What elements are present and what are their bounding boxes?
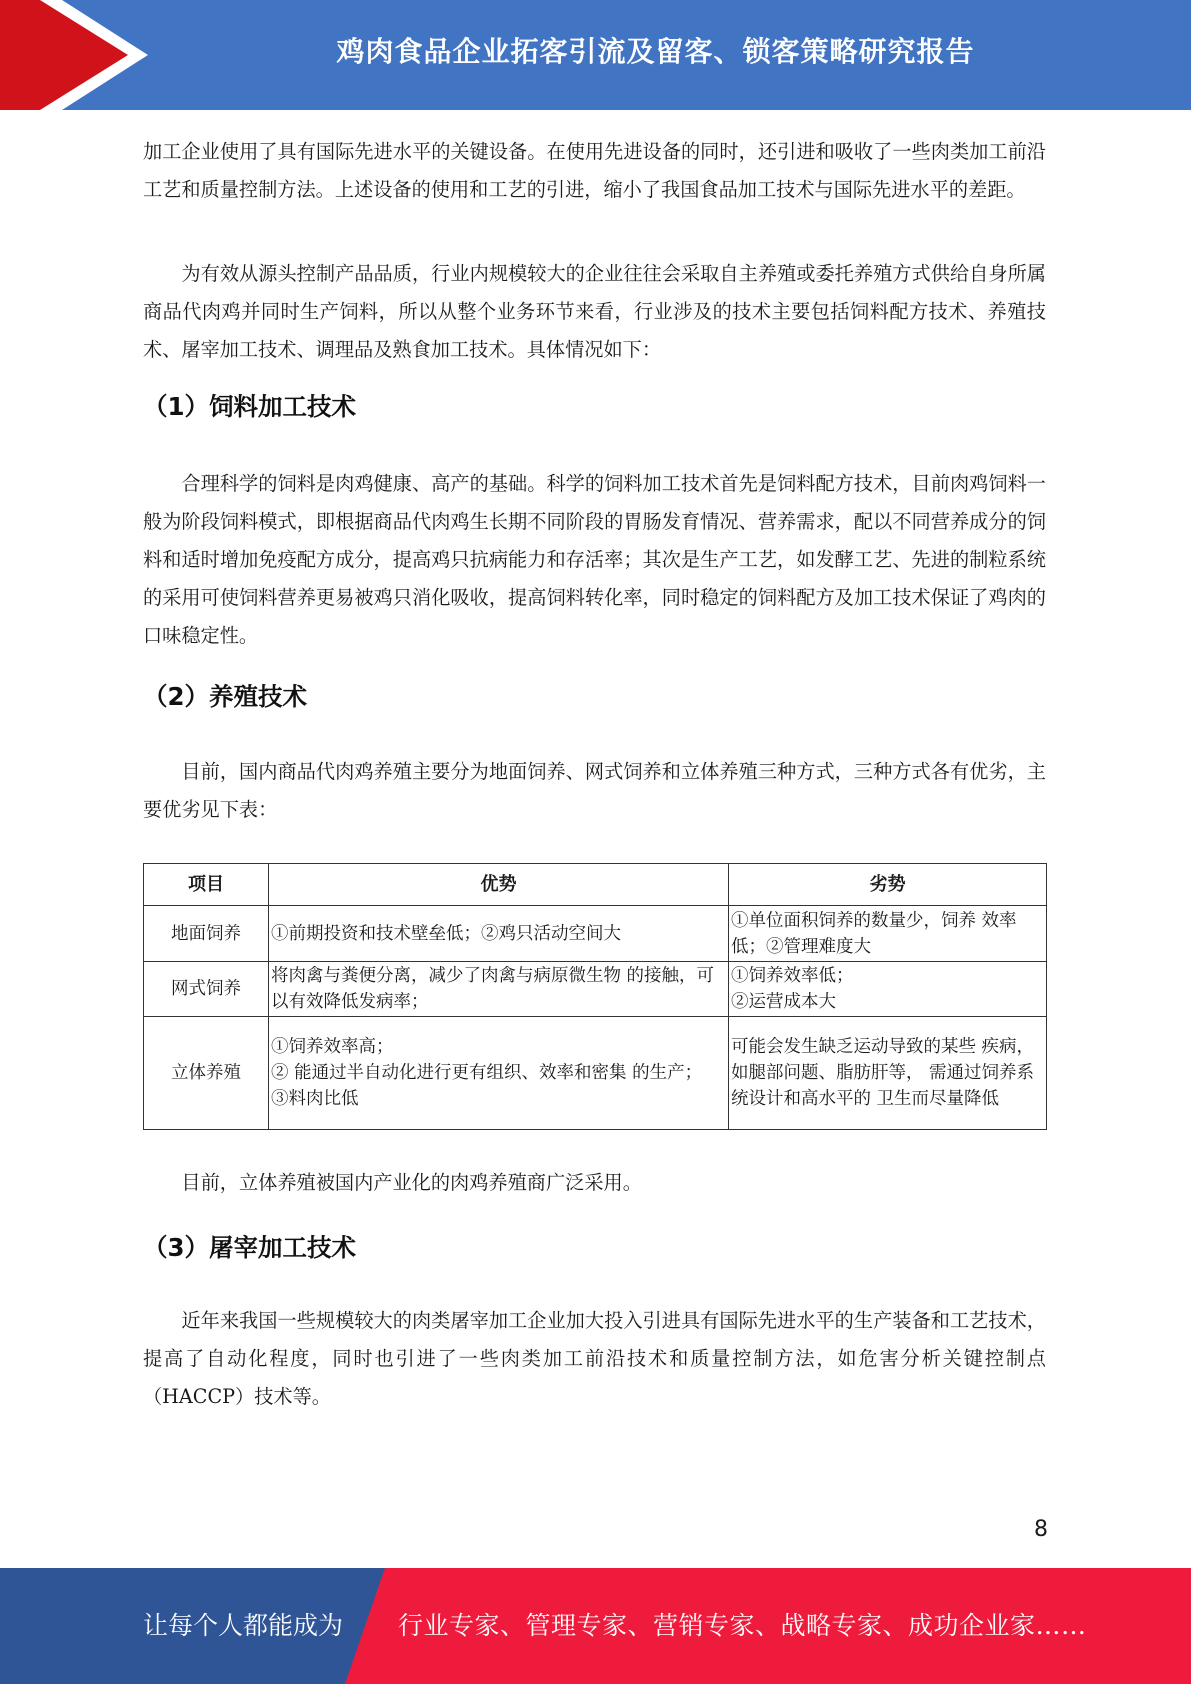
page-content (143, 133, 1046, 1416)
table-cell-cons (729, 1017, 1047, 1130)
intro-paragraph-1: 加工企业使用了具有国际先进水平的关键设备。在使用先进设备的同时，还引进和吸收了一些肉类加工前沿工艺和质量控制方法。上述设备的使用和工艺的引进，缩小了我国食品加工技术与国际先进水平的差距。 (143, 140, 1046, 201)
page-number: 8 (1034, 1517, 1048, 1542)
table-cell-line: ①饲养效率高； (271, 1037, 394, 1057)
footer-slogan-left: 让每个人都能成为 (143, 1611, 344, 1640)
table-cell-cons (729, 962, 1047, 1017)
table-header-cell: 项目 (144, 864, 269, 906)
table-row (144, 1017, 1047, 1130)
section-3-heading: （3）屠宰加工技术 (143, 1233, 357, 1262)
farming-methods-table (143, 863, 1047, 1130)
section-2-heading: （2）养殖技术 (143, 682, 308, 711)
table-cell-line: 可能会发生缺乏运动导致的某些 疾病，如腿部问题、脂肪肝等， 需通过饲养系统设计和高水平的 卫生而尽量降低 (731, 1037, 1035, 1109)
table-cell-pros (269, 906, 729, 962)
header-title: 鸡肉食品企业拓客引流及留客、锁客策略研究报告 (336, 35, 975, 68)
section-2-paragraph: 目前，国内商品代肉鸡养殖主要分为地面饲养、网式饲养和立体养殖三种方式，三种方式各有优劣，主要优劣见下表： (143, 760, 1046, 821)
table-cell-line: ③料肉比低 (271, 1089, 359, 1109)
table-cell-line: ①单位面积饲养的数量少，饲养 效率低；②管理难度大 (731, 910, 1017, 957)
table-row (144, 962, 1047, 1017)
intro-paragraph-2: 为有效从源头控制产品品质，行业内规模较大的企业往往会采取自主养殖或委托养殖方式供给自身所属商品代肉鸡并同时生产饲料，所以从整个业务环节来看，行业涉及的技术主要包括饲料配方技术、养殖技术、屠宰加工技术、调理品及熟食加工技术。具体情况如下： (143, 262, 1046, 361)
footer-slogan-right: 行业专家、管理专家、营销专家、战略专家、成功企业家…… (398, 1611, 1087, 1640)
table-header-row (144, 864, 1047, 906)
table-cell-method: 网式饲养 (144, 962, 269, 1017)
table-cell-line: ①前期投资和技术壁垒低；②鸡只活动空间大 (271, 923, 621, 944)
section-3-paragraph: 近年来我国一些规模较大的肉类屠宰加工企业加大投入引进具有国际先进水平的生产装备和工艺技术，提高了自动化程度，同时也引进了一些肉类加工前沿技术和质量控制方法，如危害分析关键控制点（HACCP）技术等。 (143, 1309, 1046, 1408)
table-cell-line: 将肉禽与粪便分离，减少了肉禽与病原微生物 的接触，可以有效降低发病率； (271, 966, 715, 1012)
table-row (144, 906, 1047, 962)
page-footer (0, 1568, 1191, 1684)
table-header-cell: 优势 (269, 864, 729, 906)
table-cell-pros (269, 962, 729, 1017)
page-header (0, 0, 1191, 110)
table-cell-line: ② 能通过半自动化进行更有组织、效率和密集 的生产； (271, 1063, 703, 1083)
table-header-cell: 劣势 (729, 864, 1047, 906)
section-1-heading: （1）饲料加工技术 (143, 392, 357, 421)
section-2-conclusion: 目前，立体养殖被国内产业化的肉鸡养殖商广泛采用。 (181, 1171, 642, 1194)
section-1-paragraph: 合理科学的饲料是肉鸡健康、高产的基础。科学的饲料加工技术首先是饲料配方技术，目前肉鸡饲料一般为阶段饲料模式，即根据商品代肉鸡生长期不同阶段的胃肠发育情况、营养需求，配以不同营养成分的饲料和适时增加免疫配方成分，提高鸡只抗病能力和存活率；其次是生产工艺，如发酵工艺、先进的制粒系统的采用可使饲料营养更易被鸡只消化吸收，提高饲料转化率，同时稳定的饲料配方及加工技术保证了鸡肉的口味稳定性。 (143, 472, 1046, 647)
table-cell-line: ①饲养效率低； (731, 966, 854, 986)
table-cell-pros (269, 1017, 729, 1130)
table-cell-line: ②运营成本大 (731, 992, 836, 1012)
table-cell-method: 地面饲养 (144, 906, 269, 962)
table-cell-cons (729, 906, 1047, 962)
table-cell-method: 立体养殖 (144, 1017, 269, 1130)
